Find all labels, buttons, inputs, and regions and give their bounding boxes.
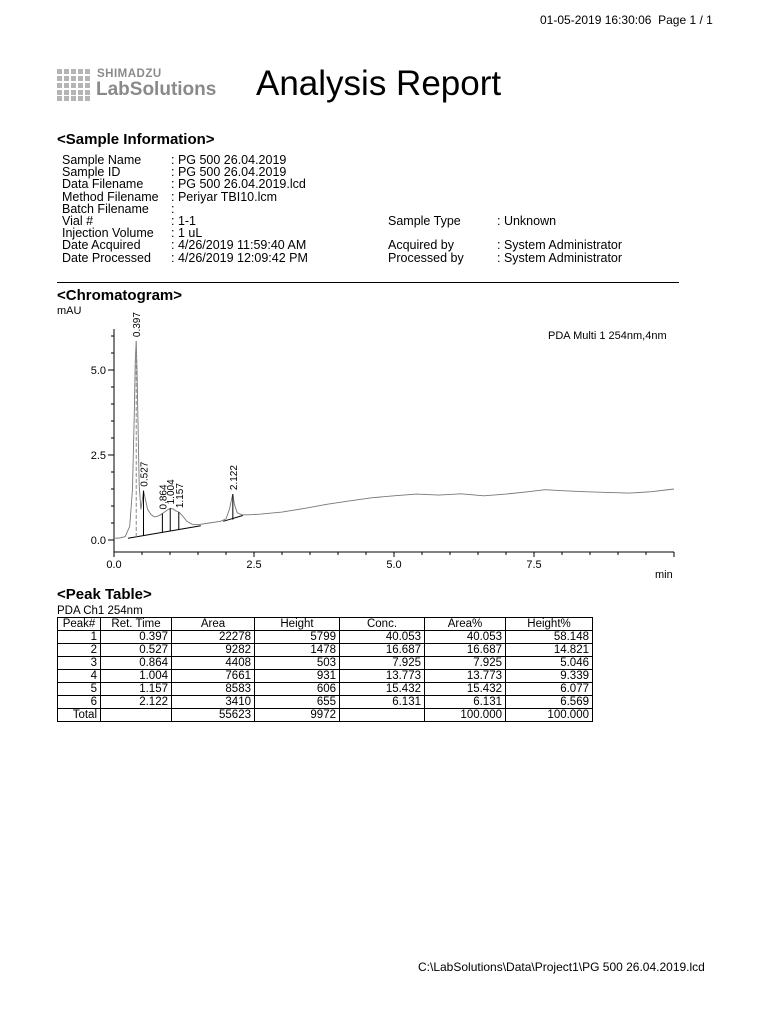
- integration-baseline: [128, 526, 201, 539]
- sample-info-label: Sample ID: [62, 165, 121, 180]
- peak-table-row: [58, 657, 593, 670]
- sample-info-row: [0, 215, 768, 227]
- peak-table-cell: 1.004: [101, 670, 172, 683]
- peak-table-cell: 22278: [172, 631, 255, 644]
- peak-table-column-header: Ret. Time: [101, 618, 172, 631]
- peak-table-cell: 9282: [172, 644, 255, 657]
- x-tick-label: 0.0: [106, 559, 122, 571]
- y-tick-label: 0.0: [90, 535, 106, 547]
- sample-info-row: [0, 239, 768, 251]
- peak-table-cell: [340, 709, 425, 722]
- chart-legend: PDA Multi 1 254nm,4nm: [548, 330, 667, 342]
- peak-table-cell: [101, 709, 172, 722]
- sample-info-label: Date Acquired: [62, 238, 141, 253]
- sample-info-value: : PG 500 26.04.2019: [171, 165, 287, 180]
- y-axis-unit: mAU: [57, 305, 82, 317]
- peak-table-cell: 7661: [172, 670, 255, 683]
- x-tick-label: 7.5: [526, 559, 542, 571]
- peak-table-column-header: Conc.: [340, 618, 425, 631]
- sample-info-label-secondary: Sample Type: [388, 214, 461, 228]
- sample-info-value: : 1-1: [171, 214, 197, 228]
- integration-baseline: [223, 516, 243, 522]
- sample-info-value: : 4/26/2019 12:09:42 PM: [171, 250, 308, 265]
- sample-info-row: [0, 252, 768, 264]
- peak-table-cell: 5.046: [506, 657, 593, 670]
- sample-info-row: [0, 166, 768, 178]
- peak-table-cell: 100.000: [425, 709, 506, 722]
- sample-info-label: Date Processed: [62, 250, 151, 265]
- peak-table-column-header: Area%: [425, 618, 506, 631]
- sample-info-value-secondary: : System Administrator: [497, 250, 623, 265]
- peak-label: 0.397: [132, 312, 144, 338]
- peak-table-row: [58, 631, 593, 644]
- peak-table-cell: 2: [58, 644, 101, 657]
- sample-info-value: : 4/26/2019 11:59:40 AM: [171, 238, 307, 253]
- peak-table-cell: 40.053: [340, 631, 425, 644]
- peak-table-cell: 3: [58, 657, 101, 670]
- peak-table-cell: 655: [255, 696, 340, 709]
- peak-table-cell: 16.687: [340, 644, 425, 657]
- peak-table-cell: 1478: [255, 644, 340, 657]
- sample-info-label: Sample Name: [62, 153, 142, 167]
- peak-table-cell: 9.339: [506, 670, 593, 683]
- report-title: Analysis Report: [256, 64, 502, 103]
- sample-info-row: [0, 178, 768, 190]
- peak-table: [57, 617, 593, 722]
- sample-info-label: Batch Filename: [62, 201, 149, 216]
- peak-label: 0.864: [158, 484, 170, 510]
- peak-table-header-row: [58, 618, 593, 631]
- y-tick-label: 5.0: [90, 365, 106, 377]
- peak-table-cell: 6.131: [425, 696, 506, 709]
- sample-info-value: :: [171, 201, 175, 216]
- peak-table-cell: 15.432: [340, 683, 425, 696]
- sample-info-row: [0, 191, 768, 203]
- peak-table-row: [58, 670, 593, 683]
- sample-info-value: : PG 500 26.04.2019.lcd: [171, 177, 306, 192]
- peak-table-cell: 503: [255, 657, 340, 670]
- peak-table-cell: 6.077: [506, 683, 593, 696]
- x-tick-label: 2.5: [246, 559, 262, 571]
- peak-table-cell: 6.131: [340, 696, 425, 709]
- sample-info-label: Injection Volume: [62, 226, 154, 241]
- peak-table-heading: <Peak Table>: [57, 586, 152, 603]
- sample-info-row: [0, 227, 768, 239]
- peak-table-cell: 5799: [255, 631, 340, 644]
- sample-info-label: Data Filename: [62, 177, 144, 192]
- sample-info-heading: <Sample Information>: [57, 131, 215, 148]
- sample-info-row: [0, 154, 768, 166]
- peak-table-column-header: Height%: [506, 618, 593, 631]
- peak-table-cell: 7.925: [425, 657, 506, 670]
- sample-info-label-secondary: Processed by: [388, 250, 464, 265]
- sample-info-value: : PG 500 26.04.2019: [171, 153, 287, 167]
- chromatogram-heading: <Chromatogram>: [57, 287, 183, 304]
- logo-grid-icon: [57, 69, 90, 101]
- peak-label: 1.157: [174, 483, 186, 509]
- sample-info-row: [0, 203, 768, 215]
- peak-table-cell: 4408: [172, 657, 255, 670]
- peak-table-cell: 3410: [172, 696, 255, 709]
- x-tick-label: 5.0: [386, 559, 402, 571]
- peak-table-cell: 13.773: [425, 670, 506, 683]
- peak-table-row: [58, 644, 593, 657]
- peak-table-cell: Total: [58, 709, 101, 722]
- peak-table-cell: 5: [58, 683, 101, 696]
- print-datetime: 01-05-2019 16:30:06: [540, 13, 652, 27]
- peak-table-cell: 15.432: [425, 683, 506, 696]
- peak-table-total-row: [58, 709, 593, 722]
- peak-table-cell: 13.773: [340, 670, 425, 683]
- product-name: LabSolutions: [96, 79, 217, 100]
- peak-table-cell: 1: [58, 631, 101, 644]
- peak-table-cell: 9972: [255, 709, 340, 722]
- peak-table-column-header: Area: [172, 618, 255, 631]
- sample-info-label: Method Filename: [62, 189, 159, 204]
- peak-table-subtitle: PDA Ch1 254nm: [57, 605, 143, 617]
- sample-info-value-secondary: : System Administrator: [497, 238, 623, 253]
- signal-trace: [114, 341, 674, 538]
- sample-info-label-secondary: Acquired by: [388, 238, 455, 253]
- peak-table-cell: 6.569: [506, 696, 593, 709]
- sample-info-value: : 1 uL: [171, 226, 203, 241]
- peak-table-cell: 7.925: [340, 657, 425, 670]
- sample-info-value: : Periyar TBI10.lcm: [171, 189, 278, 204]
- peak-table-cell: 40.053: [425, 631, 506, 644]
- peak-label: 2.122: [228, 465, 240, 491]
- peak-table-row: [58, 696, 593, 709]
- labsolutions-logo: [57, 69, 237, 103]
- sample-info-label: Vial #: [62, 214, 94, 228]
- sample-info-value-secondary: : Unknown: [497, 214, 557, 228]
- report-header-stamp: [540, 13, 713, 27]
- peak-table-cell: 0.864: [101, 657, 172, 670]
- peak-table-cell: 55623: [172, 709, 255, 722]
- x-axis-label: min: [655, 569, 673, 581]
- peak-table-cell: 2.122: [101, 696, 172, 709]
- peak-table-cell: 4: [58, 670, 101, 683]
- peak-table-cell: 8583: [172, 683, 255, 696]
- peak-table-cell: 16.687: [425, 644, 506, 657]
- peak-table-cell: 58.148: [506, 631, 593, 644]
- peak-label: 1.004: [166, 479, 178, 505]
- peak-table-cell: 100.000: [506, 709, 593, 722]
- peak-table-cell: 931: [255, 670, 340, 683]
- peak-table-cell: 606: [255, 683, 340, 696]
- data-file-path: C:\LabSolutions\Data\Project1\PG 500 26.04.2019.lcd: [418, 960, 705, 974]
- peak-table-cell: 6: [58, 696, 101, 709]
- y-tick-label: 2.5: [90, 450, 106, 462]
- peak-table-column-header: Peak#: [58, 618, 101, 631]
- page-number: Page 1 / 1: [658, 13, 713, 27]
- peak-table-cell: 0.527: [101, 644, 172, 657]
- peak-table-column-header: Height: [255, 618, 340, 631]
- peak-table-row: [58, 683, 593, 696]
- brand-name: SHIMADZU: [97, 68, 162, 80]
- peak-table-cell: 0.397: [101, 631, 172, 644]
- peak-table-cell: 14.821: [506, 644, 593, 657]
- peak-label: 0.527: [139, 461, 151, 487]
- section-divider: [57, 282, 679, 283]
- peak-table-cell: 1.157: [101, 683, 172, 696]
